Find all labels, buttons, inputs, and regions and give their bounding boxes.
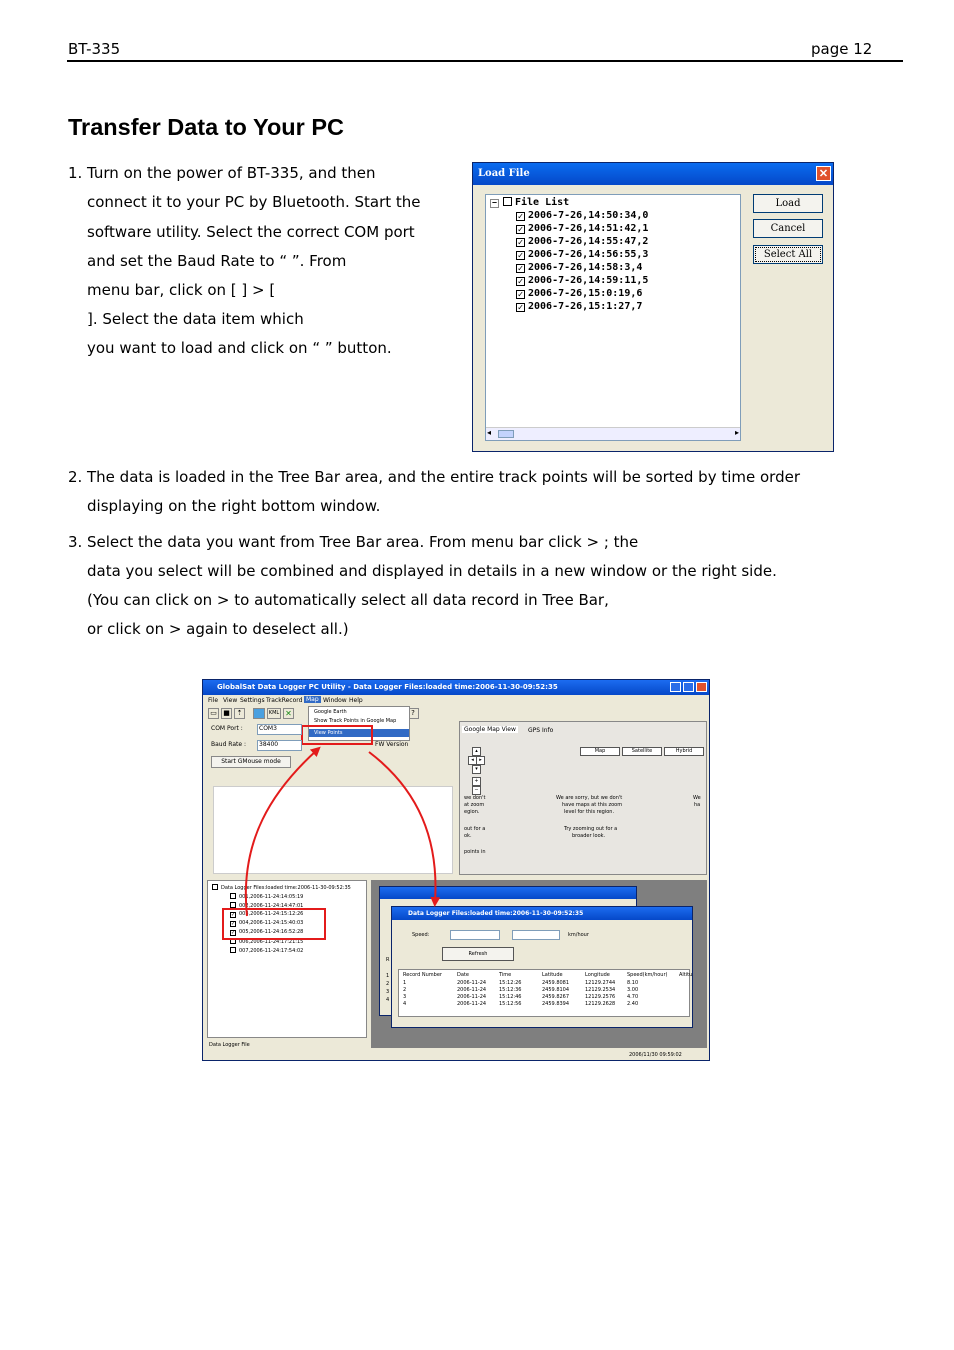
- step-1-line: Turn on the power of BT-335, and then: [87, 164, 376, 182]
- pan-left-icon[interactable]: ◂: [468, 756, 477, 765]
- tree-bar-tab[interactable]: Data Logger File: [209, 1042, 250, 1048]
- zoom-in-icon[interactable]: +: [472, 777, 481, 786]
- checkbox-checked-icon[interactable]: ✓: [517, 277, 524, 287]
- map-text: We are sorry, but we don't: [556, 795, 623, 801]
- step-3-line: Select the data you want from Tree Bar area. From menu bar click > ; the: [87, 533, 639, 551]
- table-cell: 15:12:36: [499, 987, 522, 993]
- step-2-line: displaying on the right bottom window.: [87, 497, 381, 515]
- unit-label: km/hour: [568, 932, 589, 938]
- tab-gps-info[interactable]: GPS Info: [528, 727, 554, 734]
- file-list-item[interactable]: ✓ 2006-7-26,14:55:47,2: [517, 236, 649, 248]
- column-header[interactable]: Longitude: [585, 972, 610, 978]
- map-text: ok.: [464, 833, 472, 839]
- menu-help[interactable]: Help: [349, 697, 363, 704]
- table-cell: 12129.2576: [585, 994, 616, 1000]
- child-title: Data Logger Files:loaded time:2006-11-30-09:52:35: [408, 910, 584, 917]
- tab-google-map-view[interactable]: Google Map View: [464, 726, 516, 733]
- table-cell: 4: [403, 1001, 407, 1007]
- file-list-item[interactable]: ✓ 2006-7-26,15:1:27,7: [517, 301, 643, 313]
- table-cell: 15:12:26: [499, 980, 522, 986]
- column-header[interactable]: Speed(km/hour): [627, 972, 668, 978]
- table-cell: 12129.2744: [585, 980, 616, 986]
- tree-item[interactable]: 006,2006-11-24:17:21:15: [230, 938, 303, 945]
- file-list-item[interactable]: ✓ 2006-7-26,14:56:55,3: [517, 249, 649, 261]
- arrow-up: [246, 750, 317, 916]
- table-cell: 1: [403, 980, 407, 986]
- table-cell: 4.70: [627, 994, 639, 1000]
- checkbox-checked-icon[interactable]: ✓: [231, 921, 236, 927]
- menu-settings[interactable]: Settings: [240, 697, 265, 704]
- menu-google-earth[interactable]: Google Earth: [314, 709, 347, 715]
- fw-version-label: FW Version: [375, 741, 409, 748]
- header-rule: [67, 60, 903, 62]
- file-list-item[interactable]: ✓ 2006-7-26,14:58:3,4: [517, 262, 643, 274]
- table-cell: 15:12:46: [499, 994, 522, 1000]
- tree-bar-root[interactable]: Data Logger Files:loaded time:2006-11-30-09:52:35: [212, 884, 351, 891]
- step-3-number: 3.: [68, 533, 83, 551]
- menu-file[interactable]: File: [208, 697, 219, 704]
- kml-icon[interactable]: KML: [267, 708, 281, 719]
- side-number: 4: [386, 997, 390, 1003]
- file-list-item[interactable]: ✓ 2006-7-26,15:0:19,6: [517, 288, 643, 300]
- menu-map[interactable]: Map: [306, 696, 319, 703]
- file-list-item[interactable]: ✓ 2006-7-26,14:59:11,5: [517, 275, 649, 287]
- column-header[interactable]: Record Number: [403, 972, 442, 978]
- table-cell: 2.40: [627, 1001, 639, 1007]
- zoom-out-icon[interactable]: −: [472, 786, 481, 795]
- tree-item[interactable]: 002,2006-11-24:14:47:01: [230, 902, 303, 909]
- header-page-number: page 12: [811, 40, 873, 58]
- collapse-icon[interactable]: −: [490, 199, 499, 208]
- load-button[interactable]: Load: [753, 194, 823, 213]
- tree-item[interactable]: 001,2006-11-24:14:05:19: [230, 893, 303, 900]
- map-type-button[interactable]: Map: [580, 747, 620, 756]
- column-header[interactable]: Latitude: [542, 972, 563, 978]
- com-port-select[interactable]: COM3: [257, 724, 302, 735]
- file-list-item[interactable]: ✓ 2006-7-26,14:51:42,1: [517, 223, 649, 235]
- step-1-line: connect it to your PC by Bluetooth. Start the: [87, 193, 421, 211]
- step-1-line: you want to load and click on “ ” button.: [87, 339, 392, 357]
- map-text: points in: [464, 849, 486, 855]
- step-2-number: 2.: [68, 468, 83, 486]
- com-port-label: COM Port :: [211, 725, 243, 732]
- pan-up-icon[interactable]: ▴: [472, 747, 481, 756]
- menu-view-points[interactable]: View Points: [309, 729, 409, 737]
- step-3-line: (You can click on > to automatically select all data record in Tree Bar,: [87, 591, 609, 609]
- map-text: out for a: [464, 826, 486, 832]
- menu-show-track-points[interactable]: Show Track Points in Google Map: [314, 718, 397, 724]
- cancel-button[interactable]: Cancel: [753, 219, 823, 238]
- step-3-line: or click on > again to deselect all.): [87, 620, 349, 638]
- table-cell: 2459.8081: [542, 980, 570, 986]
- file-list-root[interactable]: − File List: [490, 197, 569, 208]
- tree-item[interactable]: ✓ 003,2006-11-24:15:12:26: [231, 911, 304, 918]
- table-cell: 2006-11-24: [457, 987, 487, 993]
- download-icon[interactable]: ⇡: [234, 708, 245, 719]
- save-icon[interactable]: ■: [221, 708, 232, 719]
- column-header[interactable]: Altitu: [679, 972, 693, 978]
- table-cell: 2: [403, 987, 407, 993]
- help-icon[interactable]: ?: [407, 708, 419, 719]
- pan-down-icon[interactable]: ▾: [472, 765, 481, 774]
- file-list-tree[interactable]: [485, 194, 741, 441]
- horizontal-scrollbar[interactable]: [486, 427, 740, 440]
- menu-trackrecord[interactable]: TrackRecord: [266, 697, 303, 704]
- load-file-titlebar: [473, 163, 833, 185]
- menu-view[interactable]: View: [223, 697, 238, 704]
- satellite-type-button[interactable]: Satellite: [622, 747, 662, 756]
- speed-label: Speed:: [412, 932, 430, 938]
- step-1-number: 1.: [68, 164, 83, 182]
- table-cell: 8.10: [627, 980, 639, 986]
- table-cell: 2006-11-24: [457, 994, 487, 1000]
- table-cell: 12129.2628: [585, 1001, 616, 1007]
- step-3-line: data you select will be combined and displayed in details in a new window or the right side.: [87, 562, 777, 580]
- table-cell: 12129.2534: [585, 987, 616, 993]
- file-list-item[interactable]: ✓ 2006-7-26,14:50:34,0: [517, 210, 649, 222]
- arrow-down: [369, 752, 435, 902]
- scroll-right-icon[interactable]: ▸: [734, 428, 739, 437]
- side-number: R: [386, 957, 390, 963]
- close-icon[interactable]: ✕: [816, 166, 831, 181]
- baud-rate-select[interactable]: 38400: [257, 740, 302, 751]
- step-1-line: ]. Select the data item which: [87, 310, 304, 328]
- column-header[interactable]: Time: [499, 972, 512, 978]
- map-text: ha: [694, 802, 701, 808]
- table-cell: 2006-11-24: [457, 980, 487, 986]
- annotation-arrows: [203, 680, 710, 1061]
- checkbox-checked-icon[interactable]: ✓: [231, 912, 236, 918]
- select-all-button[interactable]: Select All: [753, 245, 823, 264]
- map-text: level for this region.: [564, 809, 615, 815]
- load-file-dialog: [472, 162, 834, 452]
- checkbox-checked-icon[interactable]: ✓: [517, 238, 524, 248]
- tree-item[interactable]: 007,2006-11-24:17:54:02: [230, 947, 303, 954]
- hybrid-type-button[interactable]: Hybrid: [664, 747, 704, 756]
- side-number: 1: [386, 973, 390, 979]
- column-header[interactable]: Date: [457, 972, 469, 978]
- delete-icon[interactable]: ✕: [283, 708, 294, 719]
- step-1-line: software utility. Select the correct COM port: [87, 223, 415, 241]
- step-1-line: menu bar, click on [ ] > [: [87, 281, 276, 299]
- scroll-thumb[interactable]: [498, 430, 514, 438]
- refresh-button[interactable]: Refresh: [442, 947, 514, 961]
- checkbox-icon[interactable]: [503, 197, 512, 206]
- checkbox-checked-icon[interactable]: ✓: [517, 264, 524, 274]
- table-cell: 2459.8394: [542, 1001, 570, 1007]
- table-cell: 3.00: [627, 987, 639, 993]
- menu-window[interactable]: Window: [323, 697, 347, 704]
- map-text: broader look.: [572, 833, 606, 839]
- scroll-left-icon[interactable]: ◂: [487, 428, 492, 437]
- page-title: Transfer Data to Your PC: [68, 114, 344, 140]
- checkbox-checked-icon[interactable]: ✓: [517, 212, 524, 222]
- checkbox-checked-icon[interactable]: ✓: [517, 225, 524, 235]
- step-1-line: and set the Baud Rate to “ ”. From: [87, 252, 347, 270]
- app-screenshot: [202, 679, 710, 1061]
- load-file-title: Load File: [478, 168, 530, 179]
- open-icon[interactable]: ▭: [208, 708, 219, 719]
- status-time: 2006/11/30 09:59:02: [629, 1052, 682, 1058]
- map-text: have maps at this zoom: [562, 802, 623, 808]
- gmouse-mode-button[interactable]: Start GMouse mode: [211, 756, 291, 768]
- tree-item[interactable]: ✓ 005,2006-11-24:16:52:28: [231, 929, 304, 936]
- table-cell: 15:12:56: [499, 1001, 522, 1007]
- checkbox-checked-icon[interactable]: ✓: [231, 930, 236, 936]
- table-cell: 3: [403, 994, 407, 1000]
- step-2-line: The data is loaded in the Tree Bar area, and the entire track points will be sorted by time order: [87, 468, 801, 486]
- map-text: Try zooming out for a: [564, 826, 618, 832]
- map-text: We: [693, 795, 701, 801]
- map-text: at zoom: [464, 802, 485, 808]
- table-cell: 2459.8104: [542, 987, 570, 993]
- tree-item[interactable]: ✓ 004,2006-11-24:15:40:03: [231, 920, 304, 927]
- checkbox-checked-icon[interactable]: ✓: [517, 290, 524, 300]
- side-number: 2: [386, 981, 390, 987]
- app-title: GlobalSat Data Logger PC Utility - Data Logger Files:loaded time:2006-11-30-09:52:35: [217, 683, 558, 691]
- header-model: BT-335: [68, 40, 121, 58]
- table-cell: 2006-11-24: [457, 1001, 487, 1007]
- table-cell: 2459.8267: [542, 994, 570, 1000]
- checkbox-checked-icon[interactable]: ✓: [517, 251, 524, 261]
- checkbox-checked-icon[interactable]: ✓: [517, 303, 524, 313]
- side-number: 3: [386, 989, 390, 995]
- map-text: egion.: [464, 809, 480, 815]
- baud-rate-label: Baud Rate :: [211, 741, 246, 748]
- map-text: we don't: [464, 795, 486, 801]
- pan-right-icon[interactable]: ▸: [476, 756, 485, 765]
